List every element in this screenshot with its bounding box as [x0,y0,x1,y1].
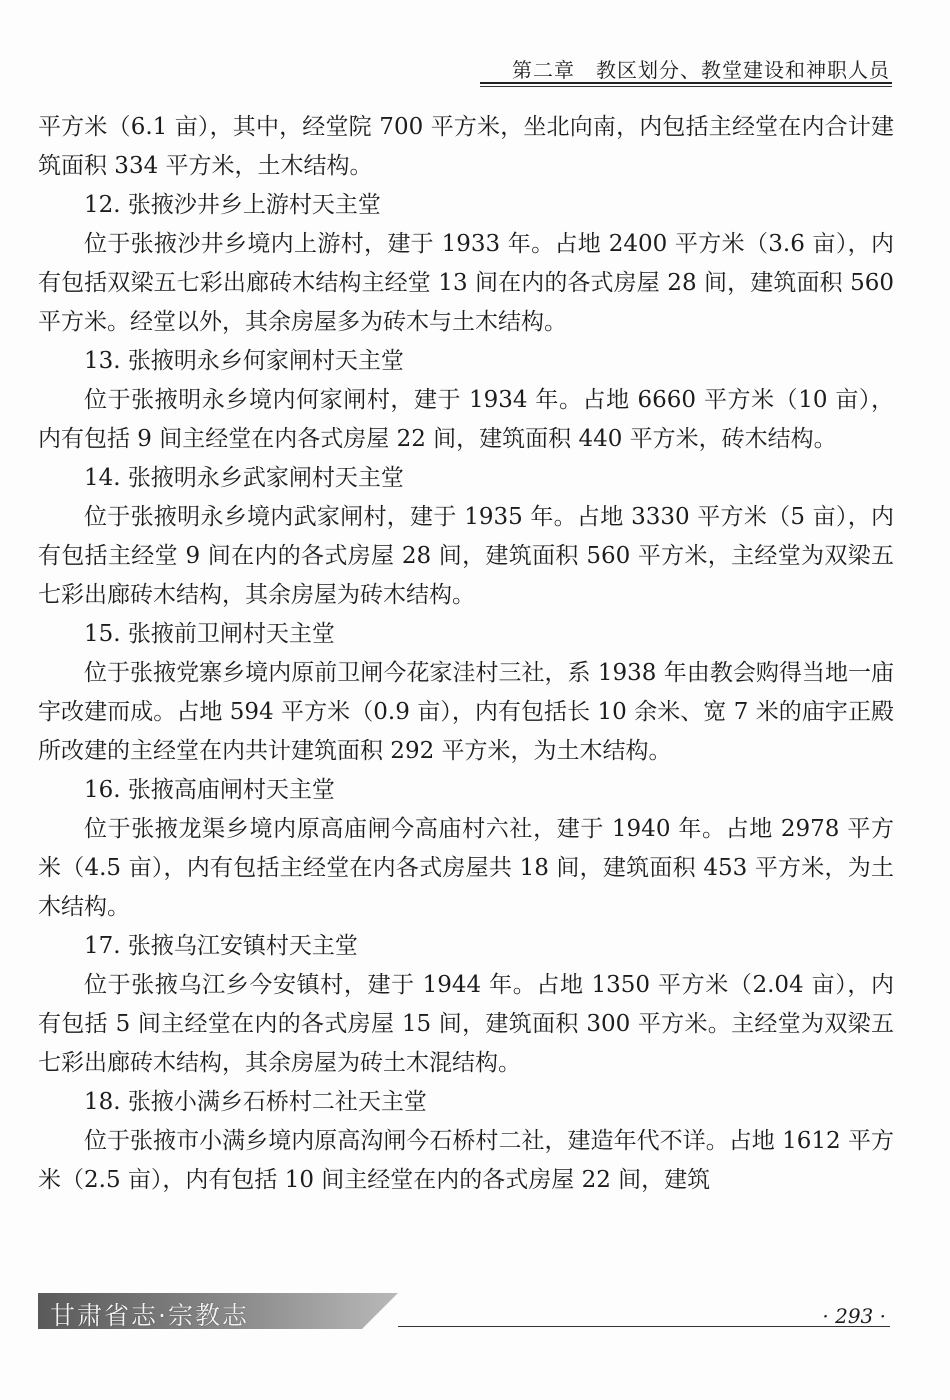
entry-paragraph: 位于张掖沙井乡境内上游村，建于 1933 年。占地 2400 平方米（3.6 亩），内有包括双梁五七彩出廊砖木结构主经堂 13 间在内的各式房屋 28 间，建筑面积 560 平方米。经堂以外，其余房屋多为砖木与土木结构。 [38,231,894,335]
entry-heading: 15. 张掖前卫闸村天主堂 [84,621,335,647]
body-text [38,108,894,1200]
footer-rule [398,1326,890,1327]
paragraph-continued: 平方米（6.1 亩），其中，经堂院 700 平方米，坐北向南，内包括主经堂在内合计建筑面积 334 平方米，土木结构。 [38,114,894,179]
entry-paragraph: 位于张掖明永乡境内何家闸村，建于 1934 年。占地 6660 平方米（10 亩），内有包括 9 间主经堂在内各式房屋 22 间，建筑面积 440 平方米，砖木结构。 [38,387,894,452]
entry-heading: 16. 张掖高庙闸村天主堂 [84,777,335,803]
page-number: · 293 · [822,1304,886,1328]
entry-heading: 18. 张掖小满乡石桥村二社天主堂 [84,1089,427,1115]
header-rule-thin [480,86,892,87]
entry-paragraph: 位于张掖党寨乡境内原前卫闸今花家洼村三社，系 1938 年由教会购得当地一庙宇改建而成。占地 594 平方米（0.9 亩），内有包括长 10 余米、宽 7 米的庙宇正殿所改建的主经堂在内共计建筑面积 292 平方米，为土木结构。 [38,660,894,764]
entry-paragraph: 位于张掖乌江乡今安镇村，建于 1944 年。占地 1350 平方米（2.04 亩），内有包括 5 间主经堂在内的各式房屋 15 间，建筑面积 300 平方米。主经堂为双梁五七彩出廊砖木结构，其余房屋为砖土木混结构。 [38,972,894,1076]
entry-heading: 14. 张掖明永乡武家闸村天主堂 [84,465,404,491]
entry-paragraph: 位于张掖明永乡境内武家闸村，建于 1935 年。占地 3330 平方米（5 亩），内有包括主经堂 9 间在内的各式房屋 28 间，建筑面积 560 平方米，主经堂为双梁五七彩出廊砖木结构，其余房屋为砖木结构。 [38,504,894,608]
entry-paragraph: 位于张掖市小满乡境内原高沟闸今石桥村二社，建造年代不详。占地 1612 平方米（2.5 亩），内有包括 10 间主经堂在内的各式房屋 22 间，建筑 [38,1128,894,1193]
book-title: 甘肃省志·宗教志 [50,1301,249,1330]
entry-heading: 17. 张掖乌江安镇村天主堂 [84,933,358,959]
running-head: 第二章 教区划分、教堂建设和神职人员 [512,58,890,82]
header-rule [480,82,892,84]
entry-heading: 12. 张掖沙井乡上游村天主堂 [84,192,381,218]
entry-paragraph: 位于张掖龙渠乡境内原高庙闸今高庙村六社，建于 1940 年。占地 2978 平方米（4.5 亩），内有包括主经堂在内各式房屋共 18 间，建筑面积 453 平方米，为土木结构。 [38,816,894,920]
entry-heading: 13. 张掖明永乡何家闸村天主堂 [84,348,404,374]
